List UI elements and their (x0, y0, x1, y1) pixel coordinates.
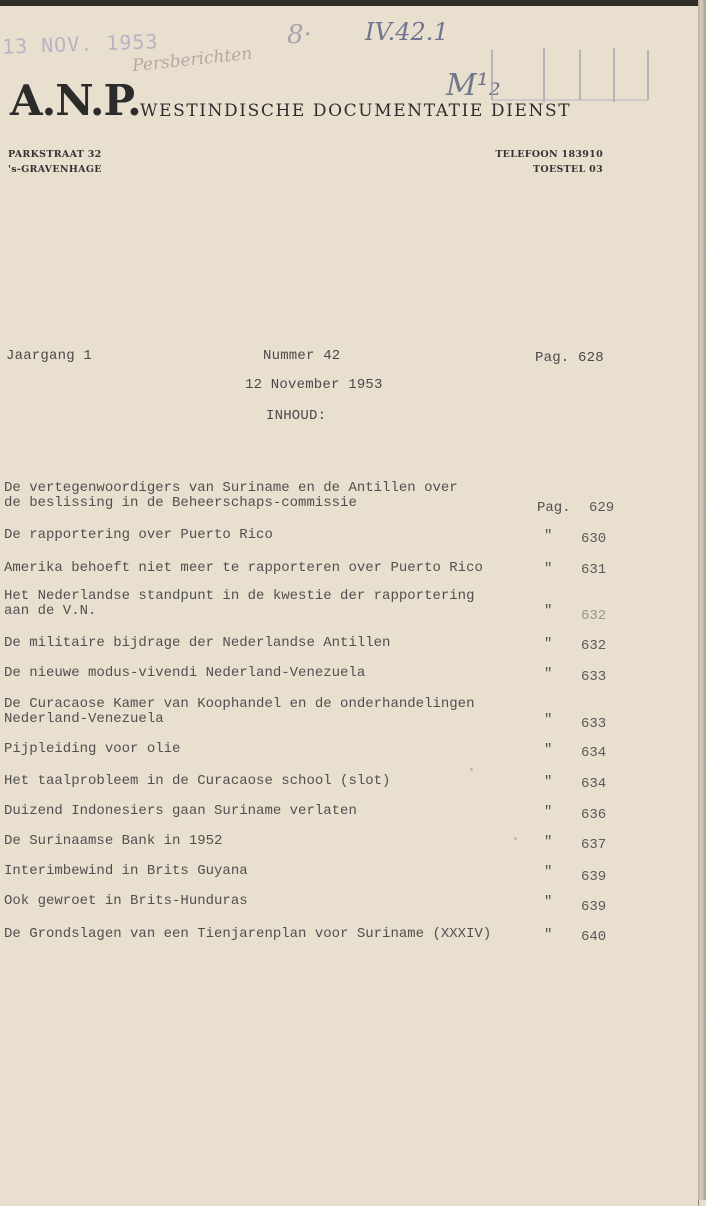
toc-entry-page: 632 (581, 638, 607, 654)
paper-speck (514, 837, 517, 840)
toc-entry-page: 632 (581, 608, 607, 624)
page-edge (698, 0, 706, 1200)
toc-entry-page: 630 (581, 531, 607, 547)
toc-entry (4, 480, 615, 516)
toc-entry-title: De vertegenwoordigers van Suriname en de Antillen over de beslissing in de Beheerschaps-commissie (4, 480, 458, 511)
toc-entry-prefix: " (544, 864, 553, 880)
telephone-extension: TOESTEL 03 (533, 164, 603, 175)
toc-entry (4, 893, 607, 915)
toc-entry (4, 926, 607, 945)
toc-entry-page: 639 (581, 899, 607, 915)
toc-entry-page: 640 (581, 929, 607, 945)
toc-entry (4, 696, 607, 732)
handwritten-note: Persberichten (131, 43, 254, 77)
toc-entry-prefix: " (544, 927, 553, 943)
toc-entry-title: De nieuwe modus-vivendi Nederland-Venezuela (4, 665, 366, 681)
toc-entry (4, 635, 607, 654)
address-city: 's-GRAVENHAGE (8, 164, 102, 175)
toc-entry (4, 803, 607, 823)
toc-entry-title: De rapportering over Puerto Rico (4, 527, 273, 543)
toc-entry-prefix: " (544, 894, 553, 910)
toc-entry-page: 633 (581, 669, 607, 685)
toc-entry (4, 588, 607, 624)
paper-speck (470, 768, 473, 771)
toc-entry-title: Pijpleiding voor olie (4, 741, 181, 757)
toc-entry (4, 527, 607, 547)
table-of-contents (0, 6, 698, 1206)
anp-brand: A.N.P. (10, 76, 141, 125)
toc-entry-page: 639 (581, 869, 607, 885)
toc-entry-prefix: " (544, 834, 553, 850)
toc-entry-page: 634 (581, 745, 607, 761)
contents-heading: INHOUD: (266, 408, 327, 424)
toc-entry-page: 634 (581, 776, 607, 792)
volume-label: Jaargang 1 (6, 348, 93, 364)
issue-number: Nummer 42 (263, 348, 341, 364)
toc-entry-title: De Surinaamse Bank in 1952 (4, 833, 223, 849)
toc-entry (4, 863, 607, 885)
toc-entry-title: Duizend Indonesiers gaan Suriname verlaten (4, 803, 357, 819)
toc-entry-page: 636 (581, 807, 607, 823)
toc-entry-page: 631 (581, 562, 607, 578)
toc-entry (4, 773, 607, 792)
toc-entry-prefix: " (544, 804, 553, 820)
toc-entry (4, 560, 607, 578)
toc-entry-prefix: " (544, 528, 553, 544)
toc-entry-title: Amerika behoeft niet meer te rapporteren over Puerto Rico (4, 560, 483, 576)
page-number: Pag. 628 (535, 350, 604, 366)
handwritten-ref-a: 8· (287, 20, 312, 50)
handwritten-mark: M¹₂ (446, 68, 501, 103)
telephone-number: TELEFOON 183910 (495, 149, 603, 160)
service-name: WESTINDISCHE DOCUMENTATIE DIENST (140, 101, 572, 121)
issue-date: 12 November 1953 (245, 377, 383, 393)
address-street: PARKSTRAAT 32 (8, 149, 102, 160)
toc-entry-prefix: " (544, 603, 553, 619)
toc-entry (4, 741, 607, 761)
toc-entry-title: De Curacaose Kamer van Koophandel en de onderhandelingen Nederland-Venezuela (4, 696, 475, 727)
toc-entry-page: 637 (581, 837, 607, 853)
toc-entry-prefix: " (544, 774, 553, 790)
toc-entry-prefix: " (544, 561, 553, 577)
toc-entry-title: De Grondslagen van een Tienjarenplan voor Suriname (XXXIV) (4, 926, 492, 942)
received-date-stamp: 13 NOV. 1953 (1, 29, 159, 59)
toc-entry-prefix: Pag. (537, 500, 571, 516)
toc-entry-title: De militaire bijdrage der Nederlandse Antillen (4, 635, 391, 651)
toc-entry-title: Ook gewroet in Brits-Hunduras (4, 893, 248, 909)
toc-entry-page: 629 (589, 500, 615, 516)
toc-entry-page: 633 (581, 716, 607, 732)
toc-entry-prefix: " (544, 636, 553, 652)
toc-entry (4, 665, 607, 685)
handwritten-archive-ref: IV.42.1 (365, 18, 449, 46)
toc-entry-title: Het taalprobleem in de Curacaose school (slot) (4, 773, 391, 789)
toc-entry-prefix: " (544, 742, 553, 758)
toc-entry-title: Interimbewind in Brits Guyana (4, 863, 248, 879)
toc-entry-prefix: " (544, 666, 553, 682)
toc-entry-title: Het Nederlandse standpunt in de kwestie der rapportering aan de V.N. (4, 588, 475, 619)
toc-entry-prefix: " (544, 712, 553, 728)
